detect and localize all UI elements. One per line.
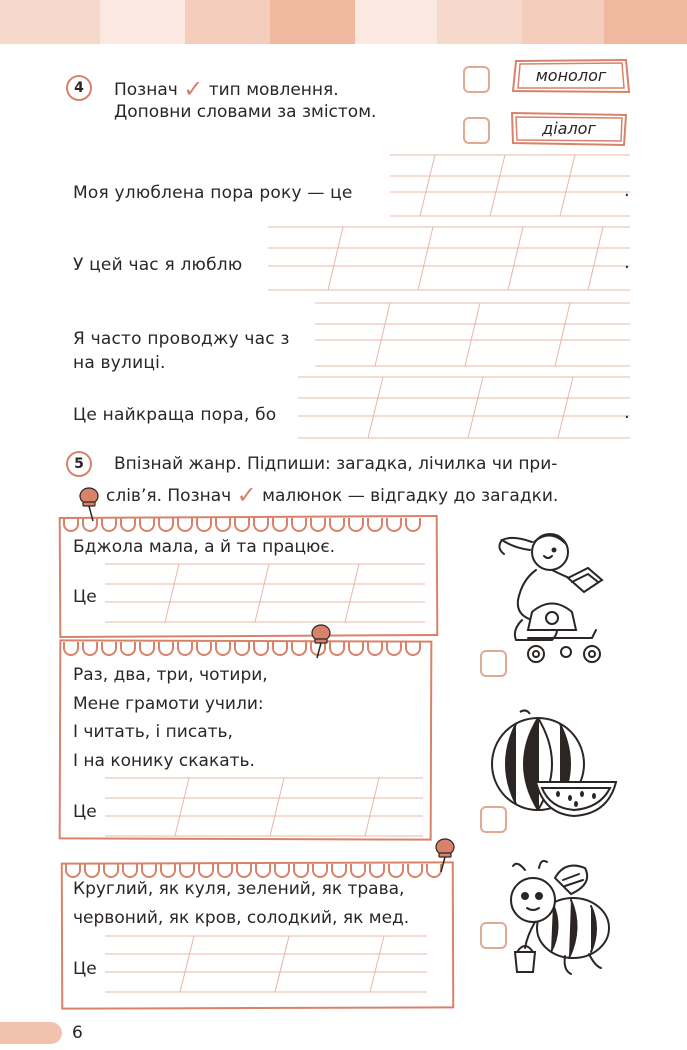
stripe-segment [270,0,355,44]
card-scallop [63,642,424,658]
dialog-label [510,112,628,146]
sentence-dot: . [624,252,630,273]
card-scallop [63,518,424,534]
task5-instruction-line2 [106,480,558,509]
writing-lines[interactable] [390,150,630,220]
monolog-checkbox[interactable] [463,66,490,93]
writing-lines[interactable] [105,932,427,996]
stripe-segment [355,0,437,44]
pushpin-icon [430,836,460,870]
card1-text-line: Бджола мала, а й та працює. [73,537,336,557]
card1-answer-prefix: Це [73,587,97,607]
sentence-1: Моя улюблена пора року — це [73,183,353,203]
writing-lines[interactable] [315,298,630,370]
card2-text-line: І читать, і писать, [73,722,233,742]
watermelon-icon [490,706,620,824]
writing-lines[interactable] [268,222,630,294]
stripe-segment [604,0,687,44]
card2-answer-prefix: Це [73,802,97,822]
picture-checkbox-bee[interactable] [480,922,507,949]
stripe-segment [437,0,522,44]
card3-answer-prefix: Це [73,959,97,979]
task-number: 4 [66,75,92,101]
picture-checkbox-watermelon[interactable] [480,806,507,833]
option-monolog: монолог [535,66,607,85]
card3-text-line: Круглий, як куля, зелений, як трава, [73,879,405,899]
writing-lines[interactable] [105,560,425,626]
option-dialog: діалог [542,119,596,138]
card2-text-line: Раз, два, три, чотири, [73,665,268,685]
stripe-segment [522,0,604,44]
sentence-3-line1: Я часто проводжу час з [73,329,290,349]
task4-text-after: тип мовлення. [208,80,339,100]
sentence-4: Це найкраща пора, бо [73,405,277,425]
picture-checkbox-girl[interactable] [480,650,507,677]
monolog-label [512,59,630,93]
stripe-segment [100,0,185,44]
sentence-3-line2: на вулиці. [73,353,166,373]
pushpin-icon [74,485,104,519]
checkmark-icon: ✓ [236,481,257,509]
task4-instruction-line2: Доповни словами за змістом. [114,102,377,122]
task-number: 5 [66,451,92,477]
task5-text-after: малюнок — відгадку до загадки. [262,486,559,506]
checkmark-icon: ✓ [183,75,204,103]
dialog-checkbox[interactable] [463,117,490,144]
sentence-dot: . [624,180,630,201]
card2-text-line: І на конику скакать. [73,751,255,771]
sentence-dot: . [624,402,630,423]
task5-text-before: слів’я. Познач [106,486,232,506]
card2-text-line: Мене грамоти учили: [73,694,264,714]
page-tab [0,1022,62,1044]
sentence-2: У цей час я люблю [73,255,243,275]
header-stripe [0,0,687,44]
card3-text-line: червоний, як кров, солодкий, як мед. [73,908,410,928]
girl-reading-icon [492,520,610,670]
bee-icon [505,860,620,985]
pushpin-icon [306,622,336,656]
writing-lines[interactable] [298,372,630,442]
task4-text-before: Познач [114,80,178,100]
stripe-segment [0,0,100,44]
writing-lines[interactable] [105,774,423,840]
stripe-segment [185,0,270,44]
task5-instruction-line1: Впізнай жанр. Підпиши: загадка, лічилка чи при- [114,454,558,474]
page-number: 6 [72,1023,83,1043]
